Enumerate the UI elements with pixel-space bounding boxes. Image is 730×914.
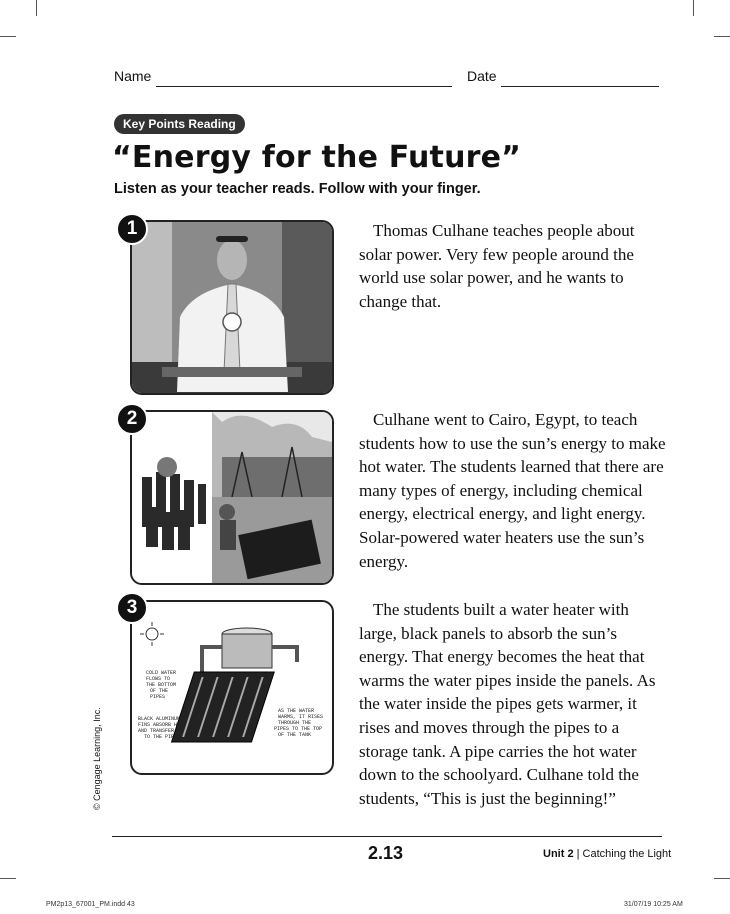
- date-line[interactable]: [501, 86, 659, 87]
- section-1-text: Thomas Culhane teaches people about solar power. Very few people around the world use solar power, and he wants to change that.: [359, 221, 635, 311]
- solar-heater-diagram: [130, 600, 334, 775]
- section-3-text: The students built a water heater with large, black panels to absorb the sun’s energy. That energy becomes the heat that warms the water pipes inside the panels. As the water inside the pipes gets warmer, it rises and moves through the pipes to a storage tank. A pipe carries the hot water down to the schoolyard. Culhane told the students, “This is just the beginning!”: [359, 600, 656, 808]
- black-aluminum-label: BLACK ALUMINUM FINS ABSORB HEAT AND TRANSFER IT TO THE PIPES: [138, 716, 187, 740]
- page-title: “Energy for the Future”: [112, 140, 522, 175]
- unit-label: Unit 2 | Catching the Light: [543, 848, 672, 860]
- crop-mark: [714, 36, 730, 37]
- footer-rule: [112, 836, 662, 837]
- name-label: Name: [114, 68, 152, 84]
- slug-date: 31/07/19 10:25 AM: [624, 901, 683, 908]
- slug-file: PM2p13_67001_PM.indd 43: [46, 901, 135, 908]
- energy-photos: [130, 410, 334, 585]
- key-points-badge: Key Points Reading: [114, 114, 245, 134]
- name-line[interactable]: [156, 86, 452, 87]
- crop-mark: [0, 878, 16, 879]
- crop-mark: [714, 878, 730, 879]
- teacher-photo: [130, 220, 334, 395]
- date-label: Date: [467, 68, 497, 84]
- cold-water-label: COLD WATER FLOWS TO THE BOTTOM OF THE PIPES: [146, 670, 177, 700]
- section-2-text: Culhane went to Cairo, Egypt, to teach students how to use the sun’s energy to make hot water. The students learned that there are many types of energy, including chemical energy, electrical energy, and light energy. Solar-powered water heaters use the sun’s energy.: [359, 410, 666, 571]
- water-warms-label: AS THE WATER WARMS, IT RISES THROUGH THE PIPES TO THE TOP OF THE TANK: [274, 708, 324, 738]
- crop-mark: [0, 36, 16, 37]
- section-2-number: 2: [116, 403, 148, 435]
- crop-mark: [36, 0, 37, 16]
- page-number: 2.13: [368, 843, 404, 863]
- section-1-number: 1: [116, 213, 148, 245]
- section-3-number: 3: [116, 592, 148, 624]
- copyright-notice: © Cengage Learning, Inc.: [92, 707, 102, 810]
- page-subtitle: Listen as your teacher reads. Follow with your finger.: [114, 181, 481, 197]
- crop-mark: [693, 0, 694, 16]
